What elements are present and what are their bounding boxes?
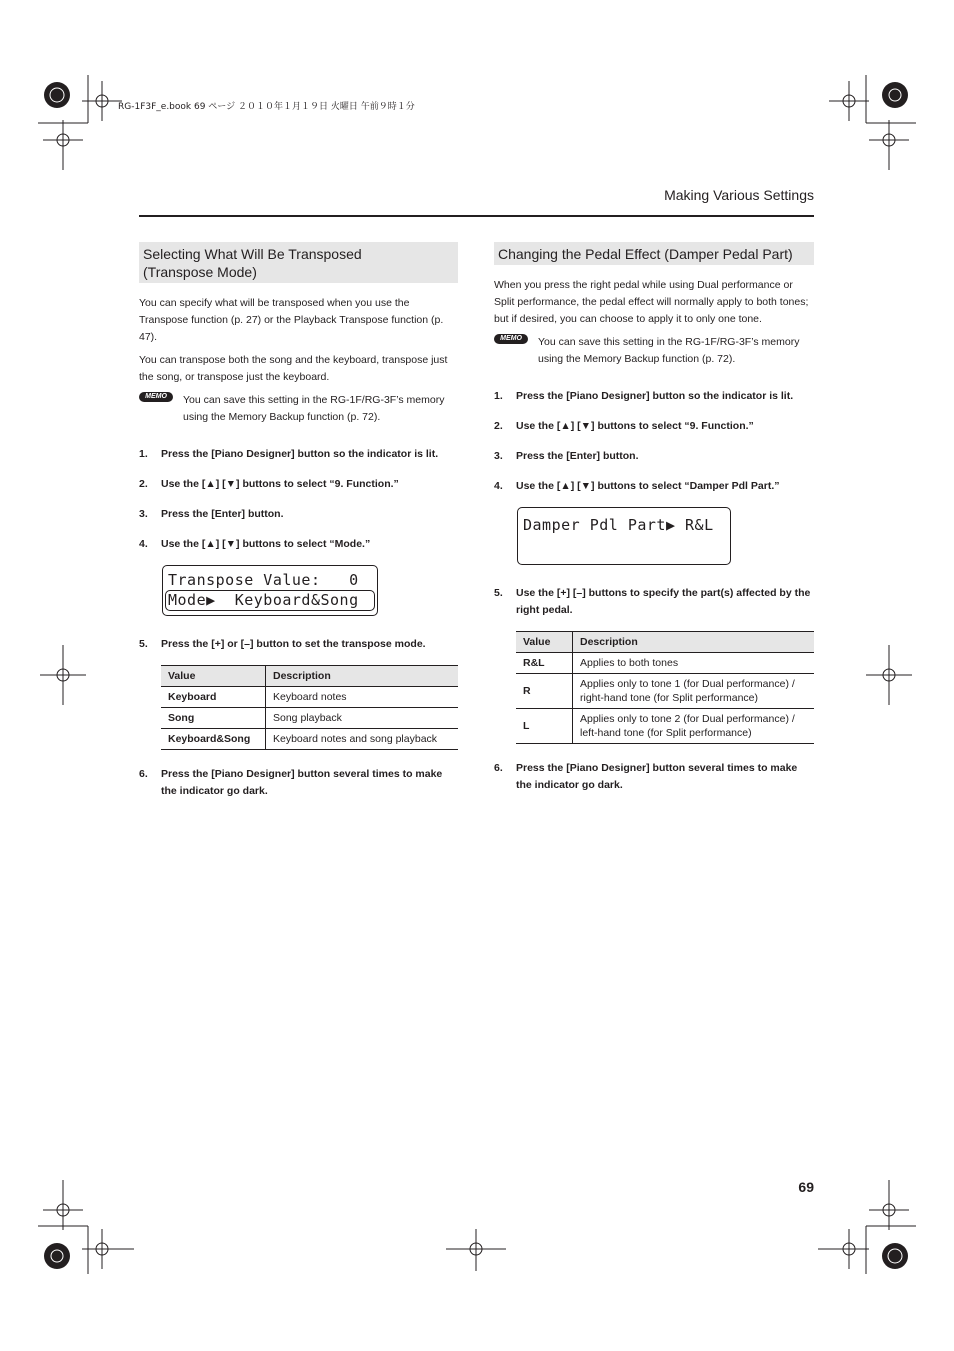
step-number: 1. [494,390,503,402]
table-cell-value: Keyboard&Song [161,729,266,750]
table-header: Description [266,666,459,687]
table-cell-value: R [516,674,573,709]
lcd-line: Damper Pdl Part▶ R&L [523,516,714,534]
value-table [516,631,814,744]
memo-note [139,392,458,426]
memo-badge: MEMO [139,392,173,402]
step-text: Press the [Piano Designer] button several times to make the indicator go dark. [161,768,443,797]
step-item [494,448,814,465]
step-number: 2. [494,420,503,432]
memo-text: You can save this setting in the RG-1F/RG-3F’s memory using the Memory Backup function (p. 72). [183,394,445,423]
step-item [139,536,458,553]
step-text: Press the [Enter] button. [516,450,639,462]
step-text: Use the [+] [–] buttons to specify the part(s) affected by the right pedal. [516,587,811,616]
step-item [139,506,458,523]
table-row [161,729,458,750]
table-header-row [516,632,814,653]
page-number: 69 [798,1179,814,1195]
table-header: Description [573,632,815,653]
step-text: Use the [▲] [▼] buttons to select “9. Function.” [516,420,754,432]
step-text: Use the [▲] [▼] buttons to select “Damper Pdl Part.” [516,480,780,492]
step-text: Press the [Piano Designer] button so the indicator is lit. [516,390,794,402]
file-info: RG-1F3F_e.book 69 ページ ２０１０年１月１９日 火曜日 午前９時１分 [118,102,415,112]
step-text: Use the [▲] [▼] buttons to select “Mode.” [161,538,371,550]
paragraph: You can transpose both the song and the keyboard, transpose just the song, or transpose just the keyboard. [139,354,448,383]
step-text: Use the [▲] [▼] buttons to select “9. Function.” [161,478,399,490]
step-text: Press the [Piano Designer] button so the indicator is lit. [161,448,439,460]
right-column [494,242,814,807]
step-number: 5. [139,638,148,650]
table-header: Value [516,632,573,653]
section-heading [139,242,458,283]
step-item [139,766,458,800]
step-number: 5. [494,587,503,599]
step-number: 4. [494,480,503,492]
header-rule [139,215,814,217]
table-cell-value: R&L [516,653,573,674]
step-item [494,388,814,405]
table-header: Value [161,666,266,687]
left-column [139,242,458,813]
step-number: 3. [494,450,503,462]
running-header: Making Various Settings [664,187,814,203]
step-item [139,446,458,463]
table-row [516,653,814,674]
table-row [516,674,814,709]
step-item [139,476,458,493]
lcd-line-selected: Mode▶ Keyboard&Song [165,590,375,611]
table-header-row [161,666,458,687]
memo-note [494,334,814,368]
heading-line: Selecting What Will Be Transposed [143,246,362,262]
table-row [161,708,458,729]
table-cell-value: Song [161,708,266,729]
step-item [494,418,814,435]
step-text: Press the [+] or [–] button to set the transpose mode. [161,638,426,650]
step-text: Press the [Enter] button. [161,508,284,520]
table-cell-desc: Applies only to tone 1 (for Dual performance) / right-hand tone (for Split performance) [573,674,815,709]
step-item [139,636,458,653]
lcd-display [162,565,378,616]
step-number: 6. [494,762,503,774]
table-cell-desc: Keyboard notes [266,687,459,708]
step-number: 6. [139,768,148,780]
step-item [494,478,814,495]
memo-badge: MEMO [494,334,528,344]
paragraph: You can specify what will be transposed when you use the Transpose function (p. 27) or the Playback Transpose function (p. 47). [139,297,444,343]
step-item [494,585,814,619]
step-number: 3. [139,508,148,520]
table-cell-desc: Applies only to tone 2 (for Dual performance) / left-hand tone (for Split performance) [573,709,815,744]
lcd-line: Transpose Value: 0 [168,571,359,589]
step-item [494,760,814,794]
table-cell-value: L [516,709,573,744]
step-number: 2. [139,478,148,490]
step-text: Press the [Piano Designer] button several times to make the indicator go dark. [516,762,798,791]
table-cell-desc: Keyboard notes and song playback [266,729,459,750]
step-number: 4. [139,538,148,550]
table-cell-desc: Applies to both tones [573,653,815,674]
table-cell-desc: Song playback [266,708,459,729]
table-cell-value: Keyboard [161,687,266,708]
value-table [161,665,458,750]
step-number: 1. [139,448,148,460]
section-heading: Changing the Pedal Effect (Damper Pedal Part) [494,242,814,265]
table-row [516,709,814,744]
table-row [161,687,458,708]
lcd-display [517,507,731,565]
memo-text: You can save this setting in the RG-1F/RG-3F’s memory using the Memory Backup function (p. 72). [538,336,800,365]
paragraph: When you press the right pedal while using Dual performance or Split performance, the pedal effect will normally apply to both tones; but if desired, you can choose to apply it to only one tone. [494,279,809,325]
heading-line: (Transpose Mode) [143,264,257,280]
